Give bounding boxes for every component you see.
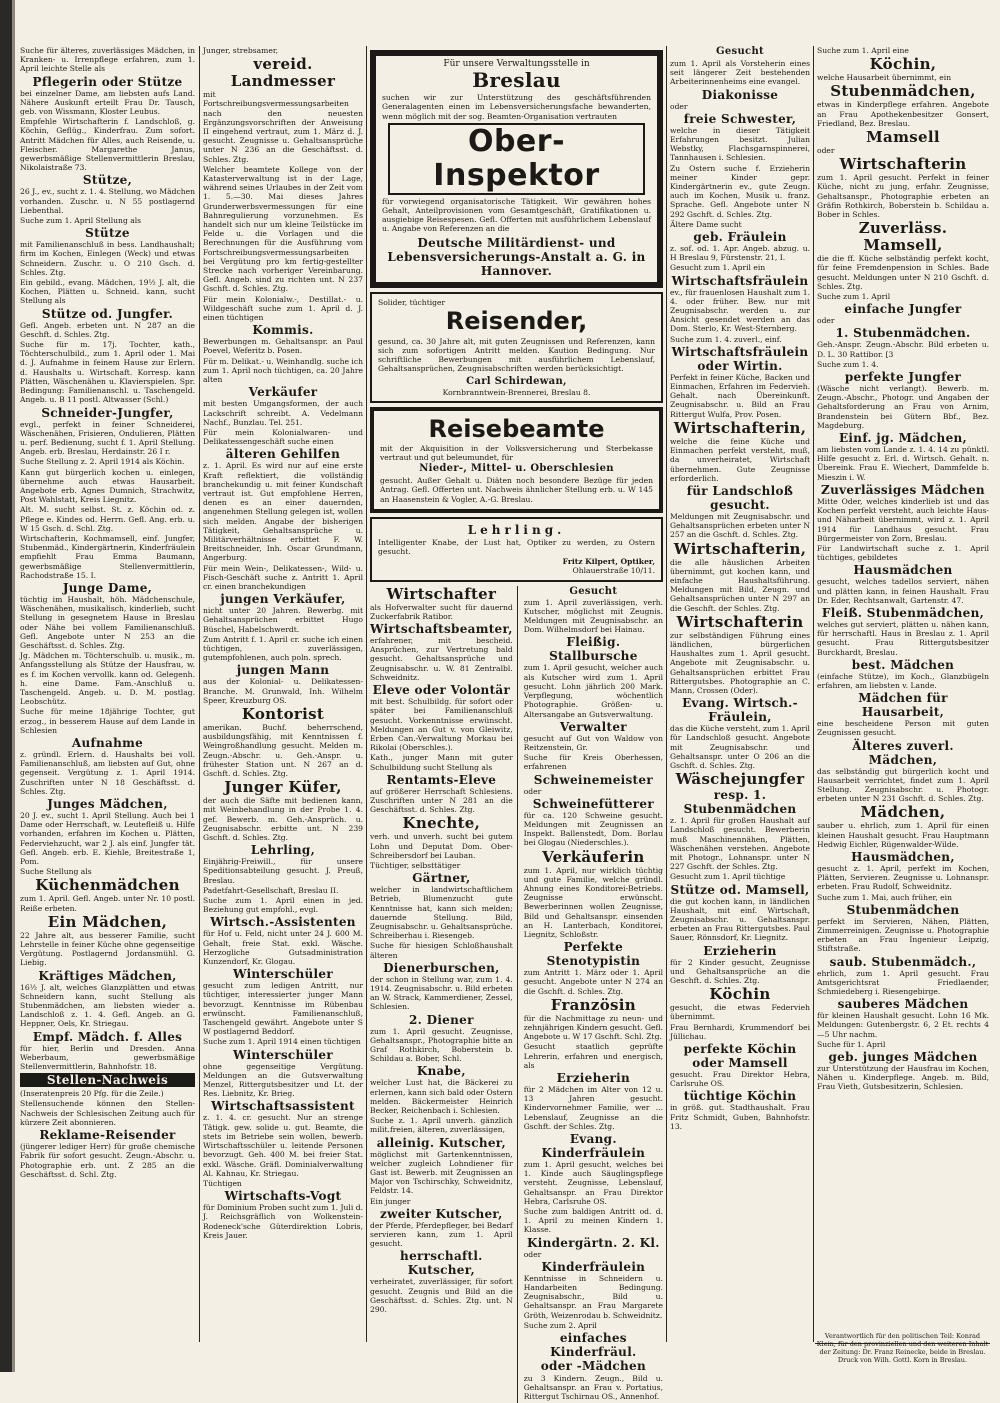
column-1-classifieds [20, 46, 195, 1342]
ad-text: (jüngerer lediger Herr) für große chemische Fabrik für sofort gesucht. Zeugn.-Abschr. u. Photographie erb. unt. Z 285 an die Geschäftsst. d. Schl. Ztg. [20, 1142, 195, 1179]
ad-text: Suche zum 1. April 1914 einen tüchtigen [203, 1037, 361, 1047]
ad-heading: Schweinemeister [533, 772, 653, 787]
ad-heading: Dienerburschen, [383, 960, 500, 975]
column-5-classifieds [817, 46, 989, 1324]
ad-text: Wirtschafterin, Kochmamsell, einf. Jungfer, Stubenmäd., Kindergärtnerin, Kinderfräulein empfiehlt Frau Emma Baumann, gewerbsmäßige Stellenvermittlerin, Rachodstraße 15. I. [20, 533, 195, 580]
ad-text: Suche z. 1. April unverh. gänzlich milit.freien, älteren, zuverlässigen, [370, 1116, 513, 1135]
ad-heading: Kinderfräulein [541, 1259, 646, 1274]
ad-lehrling [370, 517, 663, 582]
column-rule [366, 46, 367, 1342]
ad-heading: Kindergärtn. 2. Kl. [526, 1235, 660, 1250]
ad-text: Zum Antritt f. 1. April cr. suche ich einen tüchtigen, zuverlässigen, gutempfohlenen, auch poln. sprech. [203, 634, 363, 663]
ad-lehrling-address: Ohlauerstraße 10/11. [572, 566, 655, 576]
ad-text: Suche zum 1. April Stellung als [20, 216, 142, 226]
ad-text: Kath., junger Mann mit guter Schulbildung sucht Stellung als [370, 753, 513, 772]
ad-heading: jungen Mann [236, 663, 330, 678]
column-3-left [370, 586, 518, 1403]
ad-text: Gesucht [716, 46, 764, 57]
ad-text: auf größerer Herrschaft Schlesiens. Zuschriften unter N 281 an die Geschäftsst. d. Schles. Ztg. [370, 786, 513, 815]
ad-text: z. 1. 4. cr. gesucht. Nur an strenge Tätigk. gew. solide u. gut. Beamte, die stets im Betriebe sein wollen, bewerb. Wirtschaftsschüler u. leitende Personen bevorzugt. Geh. 400 M. bei freier Stat. exkl. Wäsche. Gräfl. Dominialverwaltung Al. Kahnau, Kr. Striegau. [203, 1113, 363, 1178]
ad-text: Suche zum 2. April [523, 1320, 597, 1330]
ad-heading: jungen Verkäufer, [220, 592, 346, 607]
ad-text: evgl., perfekt in feiner Schneiderei, Wäschenähen, Frisieren, Ondulieren, Plätten u. perf. Bedienung, sucht f. 1. April Stellung. Angeb. erb. Breslau, Herdainstr. 26 I r. [20, 419, 195, 457]
ad-heading: sauberes Mädchen [837, 997, 969, 1012]
ad-text: für kleinen Haushalt gesucht. Lohn 16 Mk. Meldungen: Gutenbergstr. 6, 2 Et. rechts 4—5 Uhr nachm. [817, 1011, 989, 1039]
ad-heading: Ein Mädchen, [47, 912, 168, 931]
ad-heading: Stütze, [82, 173, 133, 188]
ad-heading: Junger Küfer, [224, 778, 342, 797]
ad-text: zur Unterstützung der Hausfrau im Kochen, Nähen u. Kinderpflege. Angeb. m. Bild, Frau Vieth, Gutsbesitzerin, Schlesien. [817, 1064, 989, 1092]
ad-heading: Kommis. [252, 323, 314, 338]
ad-text: gesucht z. 1. April, perfekt im Kochen, Plätten, Servieren. Zeugnisse u. Lohnanspr. erbeten. Frau Rudolf, Schweidnitz. [817, 863, 989, 892]
ad-heading: 1. Stubenmädchen. [835, 326, 971, 341]
ad-lehrling-name: Fritz Kilpert, Optiker, [562, 557, 655, 567]
ad-heading: perfekte Köchin oder Mamsell [683, 1042, 797, 1071]
ad-text: die alle häuslichen Arbeiten übernimmt, gut kochen kann, und einfache Haushaltsführung. Meldungen mit Bild, Zeugn. und Gehaltsansprüchen unter N 297 an die Geschft. der Schles. Ztg. [670, 557, 810, 613]
ad-heading: Diakonisse [701, 87, 779, 102]
ad-reisebeamte-text: mit der Akquisition in der Volksversicherung und Sterbekasse vertraut und gut beleumundet, für [380, 443, 653, 463]
scan-gutter-shadow [12, 0, 15, 1372]
ad-heading: Lehrling, [250, 843, 316, 858]
ad-text: für ca. 120 Schweine gesucht. Meldungen mit Zeugnissen an Inspekt. Ballenstedt, Dom. Borlau bei Glogau (Niederschles.). [523, 810, 663, 848]
ad-text: Suche Stellung als [20, 867, 92, 877]
ad-text: welche in dieser Tätigkeit Erfahrungen besitzt. Julian Webstky, Flachsgarnspinnerei, Tannhausen i. Schlesien. [670, 125, 810, 163]
ad-text: Für Landwirtschaft suche z. 1. April tüchtiges, gebildetes [817, 543, 989, 563]
ad-heading: Empf. Mädch. f. Alles [32, 1029, 183, 1044]
ad-heading: Wirtschaftsbeamter, [370, 622, 513, 637]
ad-reisender [370, 292, 663, 403]
ad-heading: Mädchen für Hausarbeit, [858, 691, 948, 720]
ad-heading: älteren Gehilfen [225, 447, 341, 462]
ad-heading: Stütze od. Mamsell, [670, 882, 810, 897]
ad-text: (Inseratenpreis 20 Pfg. für die Zeile.) [20, 1089, 164, 1099]
ad-text: zum 1. April, nur wirklich tüchtig und gute Familie, welche gründl. Ahnung eines Konditorei-Betriebs. Zeugnisse erwünscht. Bewerberinnen wollen Zeugnisse, Bild und Gehaltsanspr. einsenden an H. Lanterbach, Konditorei, Liegnitz, Schloßstr. [523, 865, 663, 939]
ad-text: erfahrener, mit bescheid. Ansprüchen, zur Vertretung bald gesucht. Gehaltsansprüche und Zeugnisabschr. u. W. 81 Zentralbl. Schweidnitz. [370, 636, 513, 682]
ad-lehrling-text: Intelligenter Knabe, der Lust hat, Optiker zu werden, zu Ostern gesucht. [378, 537, 655, 557]
ad-heading: Winterschüler [233, 1047, 333, 1062]
ad-text: oder [523, 1249, 542, 1259]
ad-heading: Kontorist [241, 704, 325, 723]
ad-heading: Eleve oder Volontär [372, 683, 511, 698]
ad-heading: Stütze od. Jungfer. [41, 306, 174, 321]
ad-text: für die Nachmittage zu neun- und zehnjährigen Kindern gesucht. Gefl. Angebote u. W 17 Gschft. Schl. Ztg. [523, 1013, 663, 1042]
ad-text: zum 1. April gesucht. Perfekt in feiner Küche, nicht zu jung, erfahr. Zeugnisse, Gehaltsanspr., Photographie erbeten an Gräfin Rothkirch, Boberstein b. Schildau a. Bober in Schles. [817, 173, 989, 220]
column-4-classifieds [670, 46, 810, 1342]
ad-text: der schon in Stellung war, zum 1. 4. 1914. Zeugnisabschr. u. Bild erbeten an W. Strack, Kammerdiener, Zessel, Schlesien. [370, 974, 513, 1012]
ad-reisender-title: Reisender, [445, 306, 588, 335]
ad-reisender-text: gesund, ca. 30 Jahre alt, mit guten Zeugnissen und Referenzen, kann sich zum sofortigen Antritt melden. Kaution Bedingung. Nur schriftliche Bewerbungen mit ausführlichem Lebenslauf, Gehaltsansprüchen, Zeugnisabschriften werden berücksichtigt. [378, 336, 655, 374]
ad-heading: herrschaftl. Kutscher, [400, 1249, 483, 1278]
ad-heading: Schneider-Jungfer, [41, 405, 174, 420]
ad-text: nicht unter 20 Jahren. Bewerbg. mit Gehaltsansprüchen erbittet Hugo Büschel, Habelschwerdt. [203, 606, 363, 634]
ad-reisender-name: Carl Schirdewan, [466, 375, 567, 387]
scan-gutter-left [0, 0, 12, 1372]
column-rule [813, 46, 814, 1342]
ad-heading: Verwalter [559, 719, 627, 734]
ad-text: 20 J. ev., sucht 1. April Stellung. Auch bei 1 Dame oder Herrschaft, w. Leutefleiß u. Hilfe vorhanden, erfahren im Kochen u. Plätten, Federviehzucht, war 2 J. als einf. Jungfer tät. Gefl. Angeb. erb. E. Kiehle, Breitestraße 1, Pom. [20, 811, 195, 867]
column-3-right [524, 586, 663, 1403]
ad-heading: Wäschejungfer [675, 770, 805, 789]
ad-text: Für mein Wein-, Delikatessen-, Wild- u. Fisch-Geschäft suche z. Antritt 1. April cr. einen branchekundigen [203, 563, 363, 591]
ad-heading: Erzieherin [556, 1070, 631, 1085]
ad-text: für 2 Mädchen im Alter von 12 u. 13 Jahren gesucht. Kindervornehmer Familie, wer ... Lebenslauf, Zeugnisse an die Gschft. der Schles. Ztg. [523, 1084, 663, 1131]
ad-heading: alleinig. Kutscher, [376, 1135, 507, 1150]
ad-heading: Wirtschafts-Vogt [224, 1189, 342, 1204]
ad-text: 16½ J. alt, welches Glanzplätten und etwas Schneidern kann, sucht Stellung als Stubenmädchen, am liebsten wieder a. Landschloß z. 1. 4. Gefl. Angeb. an G. Heppner, Oels, Kr. Striegau. [20, 982, 195, 1029]
ad-text: Gesucht staatlich geprüfte Lehrerin, erfahren und energisch, als [523, 1042, 663, 1070]
ad-heading: Hausmädchen [853, 563, 953, 578]
ad-heading: Evang. Kinderfräulein [541, 1132, 646, 1160]
ad-reisebeamte-region: Nieder-, Mittel- u. Oberschlesien [419, 463, 614, 475]
ad-heading: geb. junges Mädchen [828, 1050, 978, 1065]
ad-text: die die ff. Küche selbständig perfekt kocht, für feine Fremdenpension in Schles. Bade gesucht. Meldungen unter N 210 Gschft. d. Schles. Ztg. [817, 254, 989, 291]
ad-text: Jg. Mädchen m. Töchterschulb. u. musik., m. Anfangsstellung als Stütze der Hausfrau, w. es f. im Kochen vervollk. kann od. Gelegenh. h. eine Dame. Fam.-Anschluß u. Taschengeld. Angeb. u. D. M. postlag. Leobschütz. [20, 651, 195, 707]
ad-text: das die Küche versteht, zum 1. April für Landschloß gesucht. Angebote mit Zeugnisabschr. und Gehaltsanspr. unter O 206 an die Gschft. d. Schles. Ztg. [670, 724, 810, 770]
ad-text: am liebsten vom Lande z. 1. 4. 14 zu pünktl. Hilfe gesucht z. Erl. d. Wirtsch. Gehalt. n. Übereink. Frau E. Wiechert, Dammfelde b. Mieszin i. W. [817, 445, 989, 482]
ad-text: Gesucht zum 1. April tüchtige [670, 872, 786, 882]
ad-text: z. 1. April. Es wird nur auf eine erste Kraft reflektiert, die vollständig branchekundig u. mit feiner Kundschaft vertraut ist. Gut empfohlene Herren, denen es an einer dauernden, angenehmen Stellung gelegen ist, wollen sich melden. Angabe der bisherigen Tätigkeit, Gehaltsansprüche u. Militärverhältnisse erbittet F. W. Breitschneider, Inh. Oscar Grundmann, Angerburg. [203, 461, 363, 563]
ad-text: Alt. M. sucht selbst. St. z. Köchin od. z. Pflege e. Kindes od. Herrn. Gefl. Ang. erb. u. W 15 Gsch. d. Schl. Ztg. [20, 505, 195, 533]
ad-text: ev., für frauenlosen Haushalt zum 1. 4. oder früher. Bew. nur mit Zeugnisabschr. werden u. zur Ansicht gesendet werden an das Dom. Sterlo, Kr. West-Sternberg. [670, 287, 810, 334]
ad-ober-inspektor-city: Breslau [472, 68, 561, 93]
ad-text: verh. und unverh. sucht bei gutem Lohn und Deputat Dom. Ober-Schreibersdorf bei Lauban. [370, 832, 513, 860]
ad-heading: Stubenmädchen, [830, 82, 976, 101]
ad-heading: Reklame-Reisender [39, 1128, 176, 1143]
ad-heading: Wirtschafterin, [673, 418, 807, 437]
ad-text: z. gründl. Erlern. d. Haushalts bei voll. Familienanschluß, am liebsten auf Gut, ohne gegenseit. Vergütung z. 1. April 1914. Zuschriften unter N 18 Geschäftsst. d. Schles. Ztg. [20, 750, 195, 796]
ad-heading: resp. 1. Stubenmädchen [683, 788, 797, 817]
ad-text: mit Familienanschluß in bess. Landhaushalt; firm im Kochen, Einlegen (Weck) und etwas Schneidern. Zuschr. u. O 210 Gsch. d. Schles. Ztg. [20, 240, 195, 277]
ad-text: z. sof. od. 1. Apr. Angeb. abzug. u. H Breslau 9, Fürstenstr. 21, I. [670, 244, 810, 263]
ad-text: Ein junger [370, 1196, 411, 1206]
ad-text: zum 1. April gesucht. Zeugnisse, Gehaltsanspr., Photographie bitte an Graf Rothkirch, Boberstein b. Schildau a. Bober, Schl. [370, 1026, 513, 1064]
ad-text: verheiratet, zuverlässiger, für sofort gesucht. Zeugnis und Bild an die Geschäftsst. d. Schles. Ztg. unt. N 290. [370, 1277, 513, 1315]
ad-heading: zweiter Kutscher, [380, 1206, 503, 1221]
ad-heading: Zuverläss. Mamsell, [858, 219, 948, 255]
ad-text: Für mein Kolonialw.-, Destillat.- u. Wildgeschäft suche zum 1. April d. J. einen tüchtigen [203, 294, 363, 323]
ad-text: für hier, Berlin und Dresden. Anna Weberbaum, gewerbsmäßige Stellenvermittlerin, Bahnhofstr. 18. [20, 1043, 195, 1072]
ad-text: welches gut serviert, plätten u. nähen kann, für herrschaftl. Haus in Breslau z. 1. April gesucht. Frau Rittergutsbesitzer Burckhardt, Breslau. [817, 619, 989, 657]
ad-text: oder [817, 316, 835, 326]
ad-heading: Wirtschafterin, [673, 539, 807, 558]
ad-text: welcher in landwirtschaftlichem Betrieb, Blumenzucht gute Kenntnisse hat, kann sich melden; dauernde Stellung. Bild, Zeugnisabschr. u. Gehaltsansprüche. Schreiberhau i. Riesengeb. [370, 885, 513, 941]
ad-heading: einfaches Kinderfräul. [550, 1331, 637, 1360]
ad-text: Suche zum baldigen Antritt od. d. 1. April zu meinen Kindern 1. Klasse. [523, 1207, 663, 1235]
ad-heading: best. Mädchen [851, 657, 955, 672]
ad-heading: Mädchen, [860, 803, 946, 822]
ad-ober-inspektor [370, 50, 663, 288]
ad-heading: Schweinefütterer [532, 796, 654, 811]
ad-text: Suche zum 1. Mai, auch früher, ein [817, 892, 952, 902]
ad-heading: Pflegerin oder Stütze [32, 74, 183, 89]
ad-heading: Fleiß. Stubenmädchen, [821, 605, 985, 620]
ad-heading: Französin [550, 995, 636, 1014]
ad-text: z. 1. April für großen Haushalt auf Landschloß gesucht. Bewerberin muß Maschinennähen, Plätten, Wäschenähen verstehen. Angebote mit Photogr., Lohnanspr. unter N 227 Gschft. der Schles. Ztg. [670, 816, 810, 872]
ad-text: zum 1. April zuverlässigen, verh. Kutscher, möglichst mit Zeugnis. Meldungen mit Zeugnisabschr. an Dom. Wilhelmsdorf bei Hainau. [523, 597, 663, 635]
ad-text: Suche zum 1. April einen in jed. Beziehung gut empfohl., evgl. [203, 896, 363, 915]
ad-heading: geb. Fräulein [693, 230, 787, 245]
ad-text: Zu Ostern suche f. Erzieherin meiner Kinder gepr. Kindergärtnerin ev., gute Zeugn. auch im Kochen, Musik u. franz. Sprache. Gefl. Angebote unter N 292 Gschft. d. Schles. Ztg. [670, 163, 810, 219]
ad-text: als Hofverwalter sucht für dauernd Zuckerfabrik Ratibor. [370, 602, 513, 621]
ad-text: Suche zum 1. April eine [817, 46, 909, 55]
ad-heading: Hausmädchen, [851, 849, 955, 864]
ad-text: mit besten Umgangsformen, der auch Lackschrift schreibt. A. Vedelmann Nachf., Bunzlau. Tel. 251. [203, 399, 363, 427]
ad-heading: saub. Stubenmädch., [829, 954, 977, 969]
ad-text: zur selbständigen Führung eines ländlichen, bürgerlichen Haushaltes zum 1. April gesucht. Angebote mit Zeugnisabschr. u. Gehaltsansprüchen erbittet Frau Rittergutsbes. Photographie an C. Mann, Crossen (Oder). [670, 630, 810, 695]
ad-text: Für m. Delikat.- u. Weinhandlg. suche ich zum 1. April noch tüchtigen, ca. 20 Jahre alten [203, 356, 363, 385]
ad-text: etwas in Kinderpflege erfahren. Angebote an Frau Apothekenbesitzer Gonsert, Friedland, Bez. Breslau. [817, 100, 989, 128]
ad-heading: Perfekte Stenotypistin [546, 940, 641, 969]
ad-heading: tüchtige Köchin [683, 1089, 797, 1104]
ad-text: Suche für m. 17j. Tochter, kath., Töchterschulbild., zum 1. April oder 1. Mai d. J. Aufnahme in feinem Hause zur Erlern. d. Haushalts u. Wirtschaft. Korresp. kann Plätten, Wäschenähen u. Klavierspielen. Spr. Bedingung: Familienanschl. u. Taschengeld. Angeb. u. B 11 postl. Altwasser (Schl.) [20, 340, 195, 405]
ad-heading: Aufnahme [71, 736, 144, 750]
ad-text: Geh.-Anspr. Zeugn.-Abschr. Bild erbeten u. D. L. 30 Rattibor. [3 [817, 340, 989, 359]
ad-text: oder [817, 146, 835, 156]
ad-text: oder [523, 786, 542, 796]
ad-text: in größ. gut. Stadthaushalt. Frau Fritz Schmidt, Guben, Bahnhofstr. 13. [670, 1103, 810, 1131]
ad-heading: für Landschloß gesucht. [686, 483, 794, 512]
ad-text: Suche zum 1. April [817, 292, 891, 302]
ad-heading: Gesucht [569, 585, 618, 597]
ad-text: für Dominium Proben sucht zum 1. Juli d. J. Reichsgräflich von Wolkenstein-Rodeneck'sche Güterdirektion Lobris, Kreis Jauer. [203, 1203, 363, 1240]
ad-text: oder -Mädchen [540, 1359, 646, 1374]
ad-text: Suche für älteres, zuverlässiges Mädchen, in Kranken- u. Irrenpflege erfahren, zum 1. April leichte Stelle als [20, 46, 195, 74]
ad-text: aus der Kolonial- u. Delikatessen-Branche. M. Grunwald, Inh. Wilhelm Speer, Kreuzburg OS. [203, 677, 363, 705]
ad-text: ehrlich, zum 1. April gesucht. Frau Amtsgerichtsrat Friedlaender, Schmiedeberg i. Riesengebirge. [817, 968, 989, 996]
ad-text: Tüchtigen [203, 1178, 242, 1188]
column-3-display-ads [370, 46, 663, 1402]
ad-text: mit Fortschreibungsvermessungsarbeiten nach den neuesten Ergänzungsvorschriften der Anweisung II eingehend vertraut, zum 1. März d. J. gesucht. Zeugnisse u. Gehaltsansprüche unter N 236 an die Geschäftsst. d. Schles. Ztg. [203, 90, 363, 164]
ad-text: oder [670, 101, 688, 111]
ad-heading: Stütze [85, 226, 130, 241]
ad-text: zum 1. April. Gefl. Angeb. unter Nr. 10 postl. Reiße erbeten. [20, 894, 195, 913]
ad-text: Bewerbungen m. Gehaltsanspr. an Paul Poevel, Weferitz b. Posen. [203, 337, 363, 356]
ad-heading: Älteres zuverl. Mädchen, [852, 738, 954, 767]
ad-text: gesucht, die etwas Federvieh übernimmt. [670, 1003, 810, 1022]
ad-text: Ein gebild., evang. Mädchen, 19½ J. alt, die Kochen, Plätten u. Schneid. kann, sucht Stellung als [20, 278, 195, 306]
ad-heading: 2. Diener [409, 1012, 474, 1027]
ad-text: Meldungen mit Zeugnisabschr. und Gehaltsansprüchen erbeten unter N 257 an die Gschft. d. Schles. Ztg. [670, 511, 810, 540]
ad-text: Gefl. Angeb. erbeten unt. N 287 an die Geschft. d. Schles. Ztg. [20, 320, 195, 339]
ad-heading: freie Schwester, [683, 111, 797, 126]
ad-heading: Stellen-Nachweis [20, 1073, 195, 1087]
ad-text: Frau Bernhardi, Krummendorf bei Jüllichau. [670, 1022, 810, 1041]
ad-text: (einfache Stütze), im Koch., Glanzbügeln erfahren, am liebsten v. Lande. [817, 671, 989, 690]
ad-text: Gesucht zum 1. April ein [670, 263, 766, 273]
ad-text: eine bescheidene Person mit guten Zeugnissen gesucht. [817, 719, 989, 738]
ad-heading: Stubenmädchen [846, 902, 960, 917]
ad-heading: Junge Dame, [62, 580, 153, 595]
ad-heading: Junges Mädchen, [47, 797, 168, 812]
ad-text: Perfekt in feiner Küche, Backen und Einmachen, Erfahren im Federvieh. Gehalt. nach Übereinkunft. Zeugnisabschr. u. Bild an Frau Rittergut Wulfa, Prov. Posen. [670, 372, 810, 419]
ad-text: Mitte Oder, welches kinderlieb ist und das Kochen perfekt versteht, auch leichte Haus- und Näharbeit übernimmt, wird z. 1. April 1914 für Landhaus gesucht. Frau Bürgermeister von Zorn, Breslau. [817, 496, 989, 543]
ad-text: Suche für Kreis Oberhessen, erfahrenen [523, 753, 663, 772]
ad-ober-inspektor-title: Ober-Inspektor [388, 123, 645, 195]
ad-text: welche die feine Küche und Einmachen perfekt versteht, muß, da unverheiratet, Wirtschaft übernehmen. Gute Zeugnisse erforderlich. [670, 436, 810, 483]
ad-text: Suche zum 1. 4. zuverl., einf. [670, 334, 782, 344]
ad-text: Empfehle Wirtschafterin f. Landschloß, g. Köchin, Geflüg., Kinderfrau. Zum sofort. Antritt Mädchen für Alles, auch Reisende, u. Fleischer. Margarethe Janus, gewerbsmäßige Stellenvermittlerin Breslau, Nikolaistraße 73. [20, 117, 195, 173]
ad-text: für 2 Kinder gesucht, Zeugnisse und Gehaltsansprüche an die Geschft. d. Schles. Ztg. [670, 957, 810, 986]
ad-ober-inspektor-text: suchen wir zur Unterstützung des geschäftsführenden Generalagenten einen im Lebensversicherungsfache bewanderten, wenn möglich mit der sog. Beamten-Organisation vertrauten [382, 93, 651, 121]
ad-text: zum 1. April als Vorsteherin eines seit längerer Zeit bestehenden Arbeiterinnenheims eine evangel. [670, 59, 810, 87]
ad-text: gesucht auf Gut von Waldow von Reitzenstein, Gr. [523, 733, 663, 752]
ad-heading: vereid. Landmesser [230, 55, 336, 91]
ad-text: für Hof u. Feld, nicht unter 24 J. 600 M. Gehalt, freie Stat. exkl. Wäsche. Herzogliche Gutsadministration Kunzendorf, Kr. Glogau. [203, 929, 363, 967]
ad-text: amerikan. Buchf. beherrschend, ausbildungsfähig, mit Kenntnissen f. Weingroßhandlung gesucht. Melden m. Zeugn.-Abschr. u. Geh.-Anspr. u. frühester Station unt. N 267 an d. Gschft. d. Schles. Ztg. [203, 722, 363, 778]
ad-text: 22 Jahre alt, aus besserer Familie, sucht Lehrstelle in feiner Küche ohne gegenseitige Vergütung. Postlagernd Jordansmühl. G. Liebig. [20, 930, 195, 968]
ad-text: zum 1. April gesucht, welches bei 1. Kinde auch Säuglingspflege versteht. Zeugnisse, Lebenslauf, Gehaltsanspr. an Frau Direktor Hebra, Carlsruhe OS. [523, 1160, 663, 1206]
ad-text: Suche für hiesigen Schloßhaushalt älteren [370, 941, 513, 960]
ad-text: welcher Lust hat, die Bäckerei zu erlernen, kann sich bald oder Ostern melden. Bäckermeister Heinrich Becker, Reichenbach i. Schlesien. [370, 1078, 513, 1115]
ad-text: bei einzelner Dame, am liebsten aufs Land. Nähere Auskunft erteilt Frau Dr. Tausch, geb. von Wissmann, Kloster Leubus. [20, 88, 195, 117]
ad-text: Tüchtiger, selbsttätiger [370, 860, 461, 870]
ad-heading: einfache Jungfer [844, 302, 962, 317]
ad-heading: Wirtschafterin [676, 612, 804, 631]
ad-text: 26 J., ev., sucht z. 1. 4. Stellung, wo Mädchen vorhanden. Zuschr. u. N 55 postlagernd Liebenthal. [20, 187, 195, 215]
ad-text: gesucht, welches tadellos serviert, nähen und plätten kann, in feinen Haushalt. Frau Dr. Eder, Rechtsanwalt, Gartenstr. 47. [817, 577, 989, 605]
ad-text: mit best. Schulbildg. für sofort oder später bei Familienanschluß gesucht. Vorkenntnisse erwünscht. Meldungen an Gut v. von Gleiwitz, Erben Can.-Verwaltung Morkau bei Rikolai (Oberschles.). [370, 697, 513, 753]
ad-reisebeamte-terms: gesucht. Außer Gehalt u. Diäten noch besondere Bezüge für jeden Antrag. Gefl. Offerten unt. Nachweis ähnlicher Stellung erb. u. W 145 an Haasenstein & Vogler, A.-G. Breslau. [380, 476, 653, 504]
ad-text: Kann gut bürgerlich kochen u. einlegen, übernehme auch etwas Hausarbeit. Angebote erb. Agnes Dumnich, Strachwitz, Post Wahlstatt, Kreis Liegnitz. [20, 467, 195, 505]
ad-heading: Einf. jg. Mädchen, [838, 431, 968, 446]
ad-text: Suche zum 1. 4. [817, 359, 879, 369]
ad-text: perfekt im Servieren, Nähen, Plätten, Zimmerreinigen. Zeugnisse u. Photographie erbeten an Frau Ingenieur Leipzig, Stiftstraße. [817, 916, 989, 954]
ad-text: welche Hausarbeit übernimmt, ein [817, 73, 952, 83]
ad-text: möglichst mit Gartenkenntnissen, welcher zugleich Lohndiener für Gast ist. Bewerb. mit Zeugnissen an Major von Tschirschky, Schweidnitz, Feldstr. 14. [370, 1149, 513, 1196]
ad-text: Junger, strebsamer, [203, 46, 279, 55]
ad-heading: Köchin, [869, 55, 937, 74]
ad-text: zum 1. April gesucht, welcher auch als Kutscher wird zum 1. April gesucht. Lohn jährlich 200 Mark. Verpflegung, wöchentlich Photographie. Größen- u. Altersangabe an Gutsverwaltung. [523, 663, 663, 719]
ad-heading: Gärtner, [412, 871, 471, 886]
column-rule [666, 46, 667, 1342]
ad-heading: Knechte, [402, 814, 481, 833]
ad-heading: Wirtschaftsfräulein oder Wirtin. [671, 344, 809, 373]
ad-heading: Verkäufer [248, 385, 318, 400]
ad-heading: Kräftiges Mädchen, [38, 968, 177, 983]
ad-reisebeamte [370, 407, 663, 513]
ad-heading: Köchin [709, 985, 771, 1004]
column-rule [199, 46, 200, 1342]
ad-heading: Knabe, [416, 1064, 466, 1079]
ad-text: Padetfahrt-Gesellschaft, Breslau II. [203, 885, 339, 895]
ad-text: Kenntnisse in Schneidern u. Handarbeiten Bedingung. Zeugnisabschr., Bild u. Gehaltsanspr. an Frau Margarete Gröth, Weizenrodau b. Schweidnitz. [523, 1273, 663, 1320]
ad-text: (Wäsche nicht verlangt). Bewerb. m. Zeugn.-Abschr., Photogr. und Angaben der Gehaltsforderung an Frau von Arnim, Brandenstein bei Gütern Bbf., Bez. Magdeburg. [817, 384, 989, 430]
column-2-classifieds [203, 46, 363, 1342]
ad-heading: Wirtschafter [386, 584, 497, 603]
ad-text: Stellensuchende können den Stellen-Nachweis der Schlesischen Zeitung auch für kürzere Zeit abonnieren. [20, 1099, 195, 1127]
ad-text: zu 3 Kindern. Zeugn., Bild u. Gehaltsanspr. an Frau v. Portatius, Rittergut Tschirnau OS., Annenhof. [523, 1374, 663, 1402]
ad-text: zum Antritt 1. März oder 1. April gesucht. Angebote unter N 274 an die Gschft. d. Schles. Ztg. [523, 968, 663, 996]
ad-text: das selbständig gut bürgerlich kocht und Hausarbeit verrichtet, findet zum 1. April Stellung. Zeugnisabschr. u. Photogr. erbeten unter N 231 Gschft. d. Schles. Ztg. [817, 766, 989, 804]
ad-heading: Verkäuferin [542, 847, 645, 866]
ad-heading: Winterschüler [233, 967, 333, 982]
ad-heading: Küchenmädchen [35, 876, 180, 895]
imprint [815, 1332, 990, 1364]
ad-heading: Rentamts-Eleve [386, 772, 497, 787]
ad-text: ohne gegenseitige Vergütung. Meldungen an die Gutsverwaltung Menzel, Rittergutsbesitzer und Lt. der Res. Liebnitz, Kr. Brieg. [203, 1061, 363, 1099]
ad-heading: Wirtschafterin [839, 155, 967, 174]
ad-text: Ältere Dame sucht [670, 219, 742, 229]
ad-text: gesucht zum ledigen Antritt, nur tüchtiger, interessierter junger Mann bevorzugt. Kenntnisse im Rübenbau erwünscht. Familienanschluß, Taschengeld gewährt. Angebote unter S W postlagernd Beddorf. [203, 981, 363, 1037]
ad-heading: Wirtschaftsassistent [211, 1099, 355, 1114]
ad-text: der auch die Säfte mit bedienen kann, mit Weinbehandlung in der Probe 1. 4. gef. Bewerb. m. Geh.-Ansprüch. u. Zeugnisabschr. erbitte unt. N 239 Gschft. d. Schles. Ztg. [203, 796, 363, 843]
ad-text: Für mein Kolonialwaren- und Delikatessengeschäft suche einen [203, 427, 363, 447]
ad-reisender-sub: Kornbranntwein-Brennerei, Breslau 8. [442, 387, 591, 397]
ad-ober-inspektor-company: Deutsche Militärdienst- und Lebensversicherungs-Anstalt a. G. in Hannover. [387, 235, 646, 278]
ad-text: gesucht. Frau Direktor Hebra, Carlsruhe OS. [670, 1070, 810, 1089]
ad-heading: perfekte Jungfer [844, 370, 962, 385]
ad-heading: Wirtsch.-Assistenten [210, 915, 356, 930]
ad-ober-inspektor-intro: Für unsere Verwaltungsstelle in [443, 59, 590, 69]
ad-text: tüchtig im Haushalt, höh. Mädchenschule, Wäschenähen, musikalisch, kinderlieb, sucht Stellung in gesegnetem Hause in Breslau oder Nähe bei vollem Familienanschluß. Gefl. Angebote unter N 253 an die Geschäftsst. d. Schles. Ztg. [20, 594, 195, 650]
ad-heading: Mamsell [866, 128, 940, 147]
ad-text: sauber u. ehrlich, zum 1. April für einen kleinen Haushalt gesucht. Frau Hauptmann Hedwig Eichler, Rügenwalder-Wilde. [817, 821, 989, 849]
ad-text: Suche für meine 18jährige Tochter, gut erzog., in besserem Hause auf dem Lande in Schlesien [20, 707, 195, 735]
ad-heading: Zuverlässiges Mädchen [821, 482, 985, 497]
ad-reisebeamte-title: Reisebeamte [428, 414, 605, 443]
ad-lehrling-title: Lehrling. [467, 522, 566, 537]
ad-heading: Erzieherin [703, 943, 777, 958]
ad-heading: Fleißig. Stallbursche [549, 635, 638, 664]
imprint-responsible: Verantwortlich für den politischen Teil: Konrad Klein, für den provinziellen und den weiteren Inhalt der Zeitung: Dr. Franz Reinecke, beide in Breslau. [816, 1332, 989, 1356]
imprint-printer: Druck von Wilh. Gottl. Korn in Breslau. [837, 1356, 968, 1364]
ad-heading: Wirtschaftsfräulein [671, 273, 809, 288]
ad-reisender-intro: Solider, tüchtiger [378, 297, 446, 307]
ad-heading: Evang. Wirtsch.-Fräulein, [682, 696, 798, 725]
ad-text: Welcher beamtete Kollege von der Katasterverwaltung ist in der Lage, während seines Urlaubes in der Zeit vom 1. 5.—30. Mai dieses Jahres Grunderwerbsvermessungen für eine Bahnregulierung vorzunehmen. Es handelt sich nur um kleine Teilstücke im Felde u. die Vorlagen und die Berechnungen für die Ausführung vom Fortschreibungsvermessungsarbeiten bei Vergütung pro km fertig-gestellter Strecke nach vorheriger Vereinbarung. Gefl. Angeb. sind zu richten unt. N 237 Gschft. d. Schles. Ztg. [203, 164, 363, 294]
ad-text: Suche Stellung z. 2. April 1914 als Köchin. [20, 457, 185, 467]
ad-ober-inspektor-terms: für vorwiegend organisatorische Tätigkeit. Wir gewähren hohes Gehalt, Anteilprovisionen vom Gesamtgeschäft, Gratifikationen u. ausgiebige Reisespesen. Gefl. Offerten mit ausführlichem Lebenslauf u. Angabe von Referenzen an die [382, 196, 651, 234]
ad-text: die gut kochen kann, in ländlichen Haushalt, mit einf. Wirtschaft, Zeugnisabschr. u. Gehaltsanspr. erbeten an Frau Rittergutsbes. Paul Sauer, Rönnsdorf, Kr. Liegnitz. [670, 896, 810, 943]
column-3-lower [370, 586, 663, 1403]
ad-text: Suche für 1. April [817, 1039, 886, 1049]
ad-text: Einjährig-Freiwill., für unsere Speditionsabteilung gesucht. J. Preuß, Breslau. [203, 857, 363, 885]
ad-text: der Pferde, Pferdepfleger, bei Bedarf servieren kann, zum 1. April gesucht. [370, 1220, 513, 1249]
